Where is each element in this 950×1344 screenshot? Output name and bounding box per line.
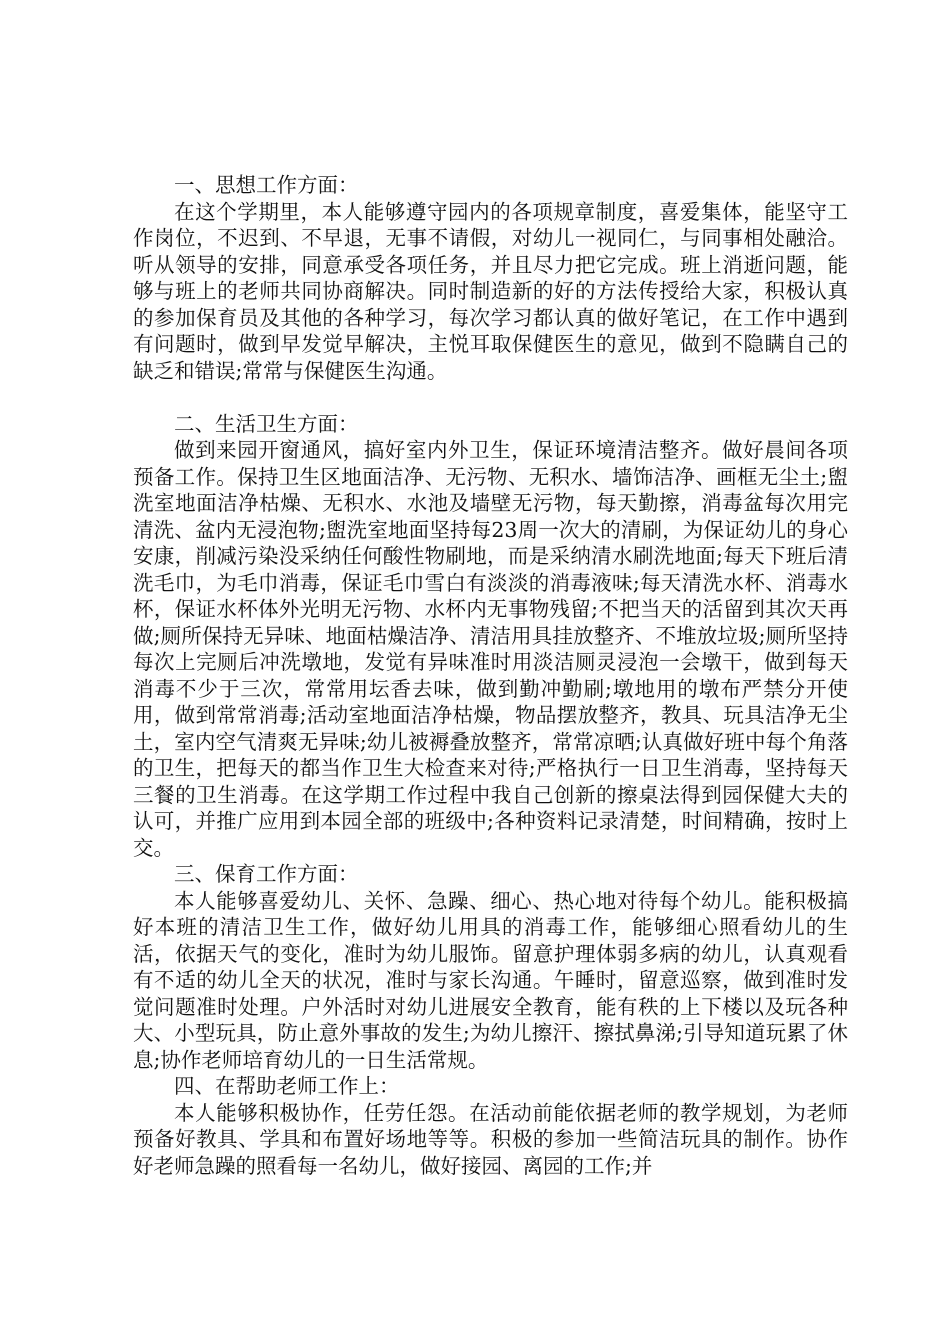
- document-page: [133, 172, 848, 1179]
- section-heading-thought-work: 一、思想工作方面：: [174, 173, 359, 197]
- section-body-assist-teacher: 本人能够积极协作，任劳任怨。在活动前能依据老师的教学规划，为老师预备好教具、学具和布置好场地等等。积极的参加一些简洁玩具的制作。协作好老师急躁的照看每一名幼儿，做好接园、离园的工作;并: [133, 1100, 848, 1178]
- section-body-childcare: 本人能够喜爱幼儿、关怀、急躁、细心、热心地对待每个幼儿。能积极搞好本班的清洁卫生工作，做好幼儿用具的消毒工作，能够细心照看幼儿的生活，依据天气的变化，准时为幼儿服饰。留意护理体弱多病的幼儿，认真观看有不适的幼儿全天的状况，准时与家长沟通。午睡时，留意巡察，做到准时发觉问题准时处理。户外活时对幼儿进展安全教育，能有秩的上下楼以及玩各种大、小型玩具，防止意外事故的发生;为幼儿擦汗、擦拭鼻涕;引导知道玩累了休息;协作老师培育幼儿的一日生活常规。: [133, 888, 848, 1072]
- section-heading-assist-teacher: 四、在帮助老师工作上：: [174, 1074, 400, 1098]
- section-heading-childcare: 三、保育工作方面：: [174, 862, 359, 886]
- section-body-hygiene: 做到来园开窗通风，搞好室内外卫生，保证环境清洁整齐。做好晨间各项预备工作。保持卫生区地面洁净、无污物、无积水、墙饰洁净、画框无尘土;盥洗室地面洁净枯燥、无积水、水池及墙壁无污物，每天勤擦，消毒盆每次用完清洗、盆内无浸泡物;盥洗室地面坚持每23周一次大的清刷，为保证幼儿的身心安康，削减污染没采纳任何酸性物刷地，而是采纳清水刷洗地面;每天下班后清洗毛巾，为毛巾消毒，保证毛巾雪白有淡淡的消毒液味;每天清洗水杯、消毒水杯，保证水杯体外光明无污物、水杯内无事物残留;不把当天的活留到其次天再做;厕所保持无异味、地面枯燥洁净、清洁用具挂放整齐、不堆放垃圾;厕所坚持每次上完厕后冲洗墩地，发觉有异味准时用淡洁厕灵浸泡一会墩干，做到每天消毒不少于三次，常常用坛香去味，做到勤冲勤刷;墩地用的墩布严禁分开使用，做到常常消毒;活动室地面洁净枯燥，物品摆放整齐，教具、玩具洁净无尘土，室内空气清爽无异味;幼儿被褥叠放整齐，常常凉晒;认真做好班中每个角落的卫生，把每天的都当作卫生大检查来对待;严格执行一日卫生消毒，坚持每天三餐的卫生消毒。在这学期工作过程中我自己创新的擦桌法得到园保健大夫的认可，并推广应用到本园全部的班级中;各种资料记录清楚，时间精确，按时上交。: [133, 438, 848, 860]
- section-body-thought-work: 在这个学期里，本人能够遵守园内的各项规章制度，喜爱集体，能坚守工作岗位，不迟到、不早退，无事不请假，对幼儿一视同仁，与同事相处融洽。听从领导的安排，同意承受各项任务，并且尽力把它完成。班上消逝问题，能够与班上的老师共同协商解决。同时制造新的好的方法传授给大家，积极认真的参加保育员及其他的各种学习，每次学习都认真的做好笔记，在工作中遇到有问题时，做到早发觉早解决，主悦耳取保健医生的意见，做到不隐瞒自己的缺乏和错误;常常与保健医生沟通。: [133, 199, 848, 383]
- section-heading-hygiene: 二、生活卫生方面：: [174, 411, 359, 436]
- section-spacer: [133, 384, 848, 411]
